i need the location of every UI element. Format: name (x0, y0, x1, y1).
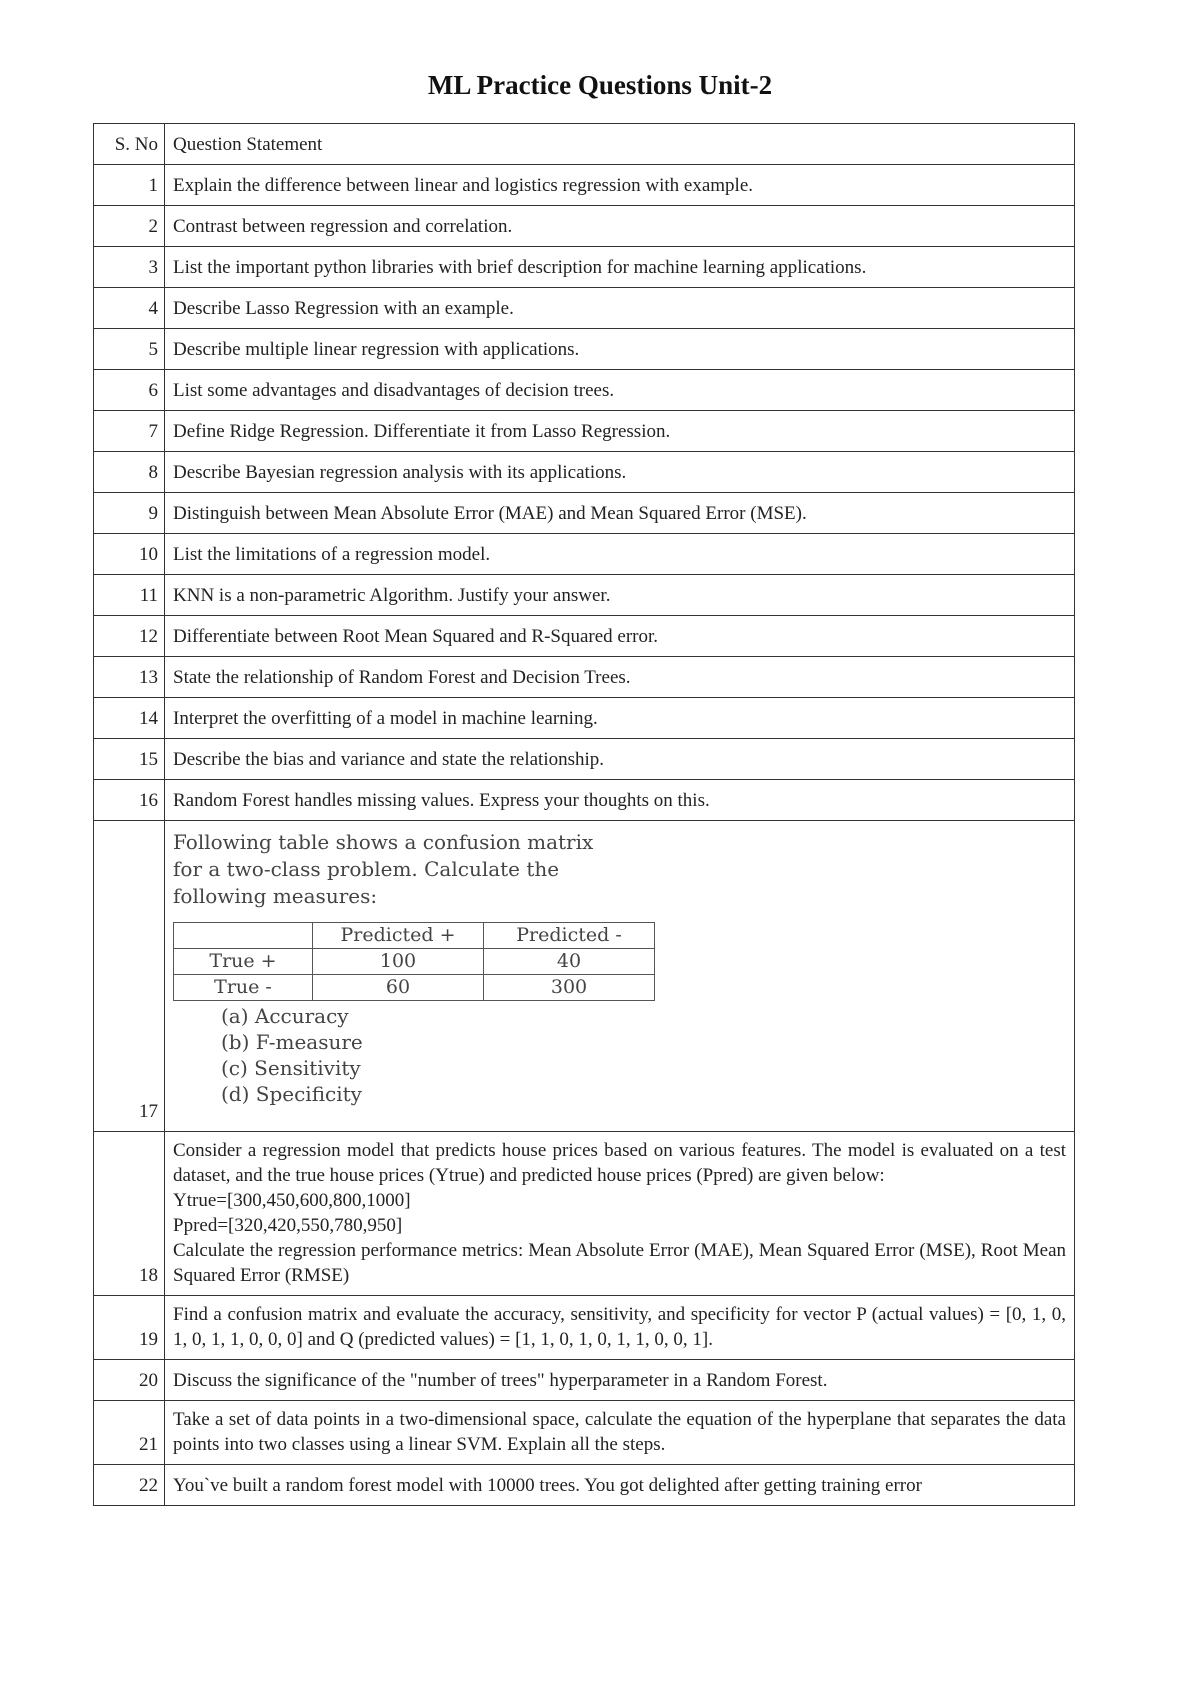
measure-item: (b) F-measure (221, 1030, 363, 1054)
cm-cell: 40 (484, 949, 655, 975)
question-17 (165, 821, 1075, 1132)
cm-row (174, 975, 655, 1001)
q18-text: Consider a regression model that predicts house prices based on various features. The model is evaluated on a test dataset, and the true house prices (Ytrue) and predicted house prices (Ppred) are given below: (173, 1140, 1066, 1186)
table-row-21 (94, 1401, 1075, 1465)
row-number: 13 (94, 657, 165, 698)
row-number: 21 (94, 1401, 165, 1465)
question-22: You`ve built a random forest model with 10000 trees. You got delighted after getting training error (165, 1465, 1075, 1506)
row-number: 18 (94, 1132, 165, 1296)
row-number: 15 (94, 739, 165, 780)
cm-cell: 300 (484, 975, 655, 1001)
cm-col-header: Predicted - (484, 923, 655, 949)
question-20: Discuss the significance of the "number of trees" hyperparameter in a Random Forest. (165, 1360, 1075, 1401)
q18-ppred: Ppred=[320,420,550,780,950] (173, 1215, 403, 1236)
question-text: KNN is a non-parametric Algorithm. Justify your answer. (165, 575, 1075, 616)
row-number: 8 (94, 452, 165, 493)
q17-intro-line: following measures: (173, 884, 378, 908)
measure-item: (d) Specificity (221, 1082, 362, 1106)
row-number: 7 (94, 411, 165, 452)
row-number: 1 (94, 165, 165, 206)
row-number: 2 (94, 206, 165, 247)
table-header-row (94, 124, 1075, 165)
table-row (94, 288, 1075, 329)
question-text: State the relationship of Random Forest and Decision Trees. (165, 657, 1075, 698)
question-text: List the important python libraries with brief description for machine learning applications. (165, 247, 1075, 288)
table-row (94, 739, 1075, 780)
question-text: Describe the bias and variance and state the relationship. (165, 739, 1075, 780)
q18-ytrue: Ytrue=[300,450,600,800,1000] (173, 1190, 411, 1211)
question-text: Differentiate between Root Mean Squared and R-Squared error. (165, 616, 1075, 657)
table-row (94, 657, 1075, 698)
confusion-matrix-table (173, 922, 655, 1001)
cm-cell: 60 (313, 975, 484, 1001)
row-number: 3 (94, 247, 165, 288)
cm-header-row (174, 923, 655, 949)
header-sno: S. No (94, 124, 165, 165)
cm-row (174, 949, 655, 975)
question-19: Find a confusion matrix and evaluate the accuracy, sensitivity, and specificity for vector P (actual values) = [0, 1, 0, 1, 0, 1, 1, 0, 0, 0] and Q (predicted values) = [1, 1, 0, 1, 0, 1, 1, 0, 0, 1]. (165, 1296, 1075, 1360)
q17-measures-list (221, 1003, 1066, 1107)
row-number: 12 (94, 616, 165, 657)
question-text: List the limitations of a regression model. (165, 534, 1075, 575)
cm-cell: 100 (313, 949, 484, 975)
question-text: Describe multiple linear regression with applications. (165, 329, 1075, 370)
table-row (94, 165, 1075, 206)
cm-empty-cell (174, 923, 313, 949)
row-number: 6 (94, 370, 165, 411)
question-text: Explain the difference between linear and logistics regression with example. (165, 165, 1075, 206)
simple-rows (94, 165, 1075, 821)
table-row (94, 575, 1075, 616)
row-number: 16 (94, 780, 165, 821)
table-row (94, 329, 1075, 370)
table-row-22 (94, 1465, 1075, 1506)
row-number: 9 (94, 493, 165, 534)
row-number: 5 (94, 329, 165, 370)
row-number: 14 (94, 698, 165, 739)
questions-table (93, 123, 1075, 1506)
row-number: 4 (94, 288, 165, 329)
question-text: List some advantages and disadvantages of decision trees. (165, 370, 1075, 411)
table-row (94, 493, 1075, 534)
row-number: 10 (94, 534, 165, 575)
table-row (94, 534, 1075, 575)
table-row-19 (94, 1296, 1075, 1360)
table-row (94, 411, 1075, 452)
page-title: ML Practice Questions Unit-2 (427, 70, 773, 100)
q18-calc: Calculate the regression performance metrics: Mean Absolute Error (MAE), Mean Squared Error (MSE), Root Mean Squared Error (RMSE) (173, 1240, 1066, 1286)
table-row-18 (94, 1132, 1075, 1296)
table-row (94, 247, 1075, 288)
row-number: 20 (94, 1360, 165, 1401)
row-number: 22 (94, 1465, 165, 1506)
row-number: 17 (94, 821, 165, 1132)
row-number: 19 (94, 1296, 165, 1360)
cm-row-label: True - (174, 975, 313, 1001)
cm-row-label: True + (174, 949, 313, 975)
q17-intro-line: Following table shows a confusion matrix (173, 830, 594, 854)
table-row (94, 780, 1075, 821)
question-text: Describe Lasso Regression with an example. (165, 288, 1075, 329)
question-text: Define Ridge Regression. Differentiate it from Lasso Regression. (165, 411, 1075, 452)
q17-intro (173, 829, 1066, 910)
question-18 (165, 1132, 1075, 1296)
q17-intro-line: for a two-class problem. Calculate the (173, 857, 560, 881)
table-row-20 (94, 1360, 1075, 1401)
measure-item: (c) Sensitivity (221, 1056, 361, 1080)
question-text: Distinguish between Mean Absolute Error (MAE) and Mean Squared Error (MSE). (165, 493, 1075, 534)
question-text: Contrast between regression and correlation. (165, 206, 1075, 247)
table-row (94, 206, 1075, 247)
row-number: 11 (94, 575, 165, 616)
question-21: Take a set of data points in a two-dimensional space, calculate the equation of the hyperplane that separates the data points into two classes using a linear SVM. Explain all the steps. (165, 1401, 1075, 1465)
header-question: Question Statement (165, 124, 1075, 165)
table-row (94, 616, 1075, 657)
question-text: Random Forest handles missing values. Express your thoughts on this. (165, 780, 1075, 821)
table-row (94, 370, 1075, 411)
cm-col-header: Predicted + (313, 923, 484, 949)
measure-item: (a) Accuracy (221, 1004, 349, 1028)
table-row-17 (94, 821, 1075, 1132)
table-row (94, 452, 1075, 493)
question-text: Describe Bayesian regression analysis with its applications. (165, 452, 1075, 493)
table-row (94, 698, 1075, 739)
question-text: Interpret the overfitting of a model in machine learning. (165, 698, 1075, 739)
